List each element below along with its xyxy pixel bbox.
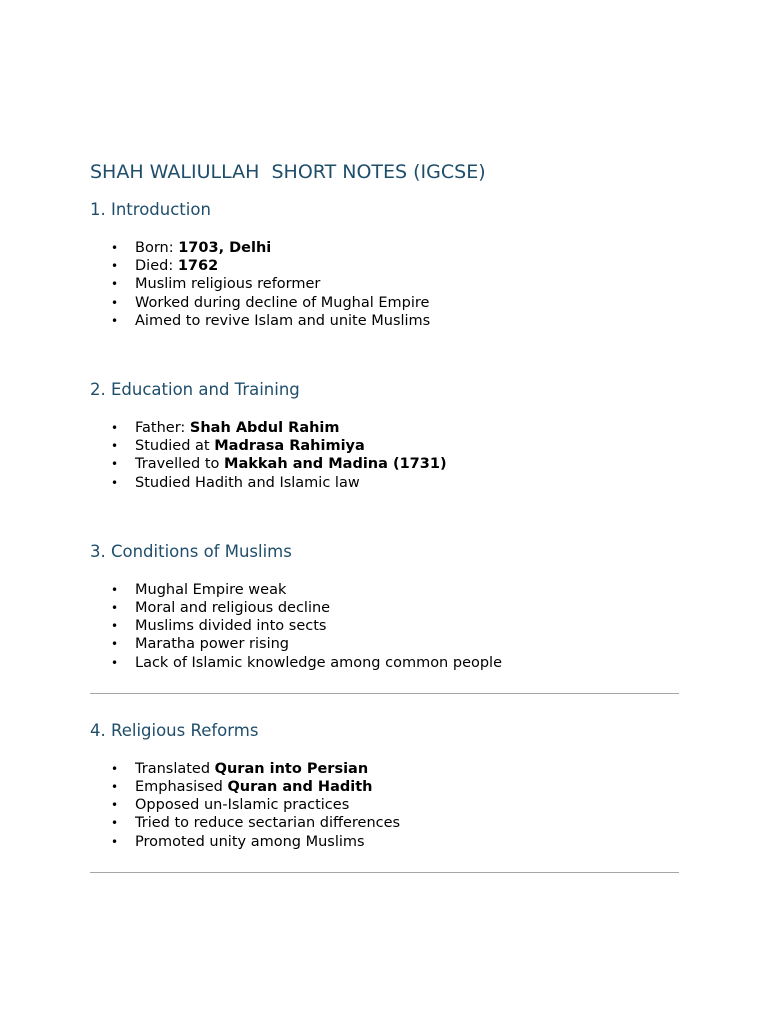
list-item: • Mughal Empire weak [90,581,679,599]
section-introduction [90,198,679,330]
list-item: • Tried to reduce sectarian differences [90,814,679,832]
list-item: • Muslim religious reformer [90,275,679,293]
section-heading: 3. Conditions of Muslims [90,541,292,561]
list-item: • Worked during decline of Mughal Empire [90,294,679,312]
section-divider [90,872,679,873]
list-item: • Emphasised Quran and Hadith [90,778,679,796]
bullet-list [90,760,679,851]
list-item: • Muslims divided into sects [90,617,679,635]
list-item: • Studied Hadith and Islamic law [90,474,679,492]
list-item: • Promoted unity among Muslims [90,833,679,851]
list-item: • Travelled to Makkah and Madina (1731) [90,455,679,473]
section-heading: 2. Education and Training [90,380,300,400]
list-item: • Died: 1762 [90,257,679,275]
bullet-list [90,419,679,492]
list-item: • Studied at Madrasa Rahimiya [90,437,679,455]
bullet-list [90,581,679,672]
list-item: • Moral and religious decline [90,599,679,617]
list-item: • Born: 1703, Delhi [90,239,679,257]
list-item: • Lack of Islamic knowledge among common people [90,654,679,672]
list-item: • Aimed to revive Islam and unite Muslims [90,312,679,330]
bullet-list [90,239,679,330]
list-item: • Maratha power rising [90,635,679,653]
list-item: • Opposed un-Islamic practices [90,796,679,814]
list-item: • Translated Quran into Persian [90,760,679,778]
list-item: • Father: Shah Abdul Rahim [90,419,679,437]
section-conditions [90,540,679,672]
document-title: SHAH WALIULLAH SHORT NOTES (IGCSE) [90,161,486,183]
section-heading: 4. Religious Reforms [90,720,259,740]
section-divider [90,693,679,694]
section-education [90,378,679,492]
section-religious-reforms [90,719,679,851]
section-heading: 1. Introduction [90,200,211,219]
document-page [90,158,679,873]
